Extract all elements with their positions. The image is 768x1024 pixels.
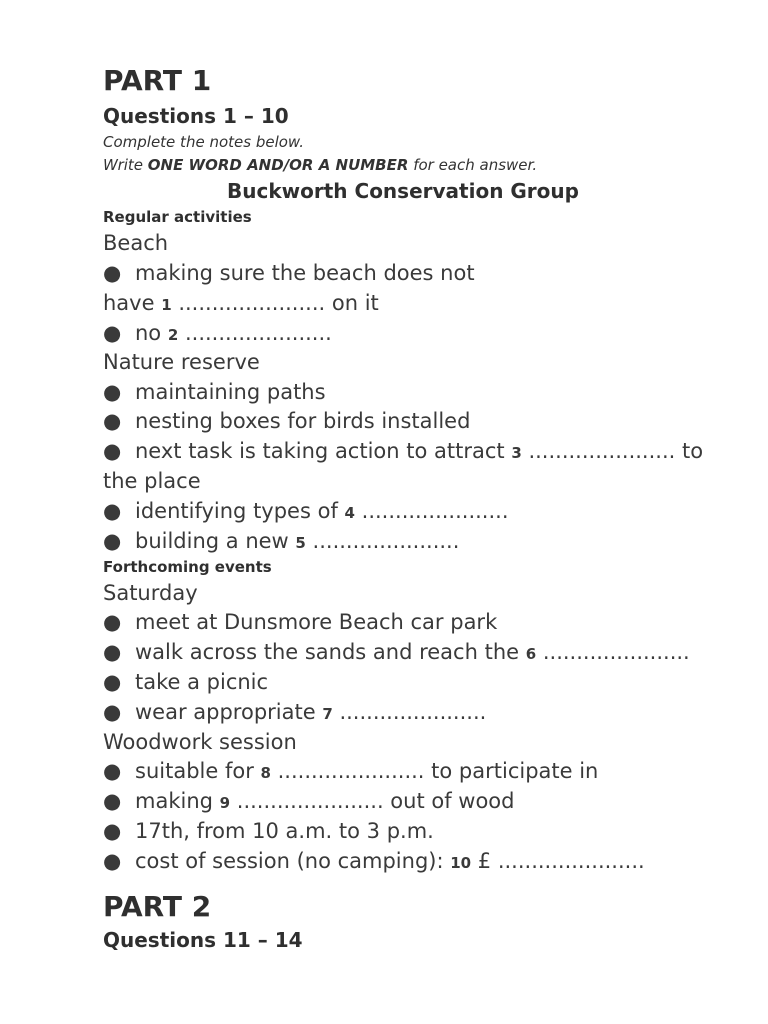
list-item-text: no xyxy=(135,321,168,345)
list-item-continuation: the place xyxy=(103,469,201,493)
bullet-icon: ● xyxy=(103,789,122,813)
question-number-2: 2 xyxy=(167,326,179,344)
question-number-9: 9 xyxy=(219,794,231,812)
questions-1-10-title: Questions 1 – 10 xyxy=(103,104,289,128)
questions-11-14-title: Questions 11 – 14 xyxy=(103,928,303,952)
regular-activities-heading: Regular activities xyxy=(103,208,252,226)
answer-blank-4[interactable]: ...................... xyxy=(361,499,509,523)
bullet-icon: ● xyxy=(103,380,122,404)
list-item-text: identifying types of xyxy=(135,499,345,523)
question-number-8: 8 xyxy=(260,764,271,782)
bullet-icon: ● xyxy=(103,321,122,345)
list-item xyxy=(103,787,515,817)
list-item-text: 17th, from 10 a.m. to 3 p.m. xyxy=(135,819,434,843)
list-item xyxy=(103,378,326,406)
list-item xyxy=(103,497,509,527)
bullet-icon: ● xyxy=(103,409,122,433)
instruction-write-post: for each answer. xyxy=(408,156,538,174)
woodwork-session-heading: Woodwork session xyxy=(103,730,297,754)
question-number-3: 3 xyxy=(511,444,522,462)
bullet-icon: ● xyxy=(103,610,122,634)
answer-blank-8[interactable]: ...................... xyxy=(277,759,425,783)
list-item-text: have xyxy=(103,291,162,315)
answer-blank-3[interactable]: ...................... xyxy=(528,439,676,463)
bullet-icon: ● xyxy=(103,261,122,285)
list-item xyxy=(103,698,486,728)
list-item-text: meet at Dunsmore Beach car park xyxy=(135,610,498,634)
part-2-title: PART 2 xyxy=(103,890,212,923)
list-item xyxy=(103,668,268,696)
question-number-7: 7 xyxy=(322,705,333,723)
list-item-text: walk across the sands and reach the xyxy=(135,640,526,664)
answer-blank-10[interactable]: ...................... xyxy=(497,849,645,873)
question-number-4: 4 xyxy=(344,504,355,522)
list-item xyxy=(103,527,459,557)
list-item xyxy=(103,437,703,467)
answer-blank-9[interactable]: ...................... xyxy=(236,789,384,813)
list-item-text: maintaining paths xyxy=(135,380,326,404)
saturday-heading: Saturday xyxy=(103,581,198,605)
list-item-text: suitable for xyxy=(135,759,261,783)
instruction-write xyxy=(103,155,537,175)
bullet-icon: ● xyxy=(103,819,122,843)
instruction-write-pre: Write xyxy=(103,156,148,174)
list-item xyxy=(103,817,434,845)
nature-reserve-heading: Nature reserve xyxy=(103,350,260,374)
list-item-text: nesting boxes for birds installed xyxy=(135,409,471,433)
answer-blank-6[interactable]: ...................... xyxy=(542,640,690,664)
forthcoming-events-heading: Forthcoming events xyxy=(103,558,272,576)
list-item-text: making sure the beach does not xyxy=(135,261,475,285)
list-item-text: to participate in xyxy=(424,759,599,783)
list-item xyxy=(103,407,470,435)
list-item-text: to xyxy=(675,439,704,463)
list-item-text: £ xyxy=(471,849,498,873)
answer-blank-1[interactable]: ...................... xyxy=(178,291,326,315)
list-item-text: cost of session (no camping): xyxy=(135,849,451,873)
list-item xyxy=(103,259,475,287)
answer-blank-7[interactable]: ...................... xyxy=(339,700,487,724)
list-item-text: wear appropriate xyxy=(135,700,323,724)
bullet-icon: ● xyxy=(103,529,122,553)
bullet-icon: ● xyxy=(103,759,122,783)
bullet-icon: ● xyxy=(103,439,122,463)
list-item xyxy=(103,638,690,668)
list-item-text: out of wood xyxy=(383,789,515,813)
bullet-icon: ● xyxy=(103,670,122,694)
list-item-text: making xyxy=(135,789,220,813)
list-item-text: next task is taking action to attract xyxy=(135,439,512,463)
question-number-6: 6 xyxy=(525,645,537,663)
answer-blank-2[interactable]: ...................... xyxy=(184,321,332,345)
instruction-complete-notes: Complete the notes below. xyxy=(103,133,304,151)
list-item xyxy=(103,319,332,349)
question-number-5: 5 xyxy=(295,534,306,552)
bullet-icon: ● xyxy=(103,849,122,873)
bullet-icon: ● xyxy=(103,640,122,664)
notes-heading: Buckworth Conservation Group xyxy=(227,179,579,203)
answer-blank-5[interactable]: ...................... xyxy=(312,529,460,553)
list-item xyxy=(103,608,497,636)
question-number-1: 1 xyxy=(161,296,172,314)
list-item-text: take a picnic xyxy=(135,670,269,694)
bullet-icon: ● xyxy=(103,499,122,523)
list-item-text: building a new xyxy=(135,529,296,553)
list-item xyxy=(103,847,645,877)
list-item-text: on it xyxy=(325,291,379,315)
bullet-icon: ● xyxy=(103,700,122,724)
question-number-10: 10 xyxy=(450,854,472,872)
part-1-title: PART 1 xyxy=(103,64,212,97)
list-item xyxy=(103,757,598,787)
list-item-continuation xyxy=(103,289,379,319)
beach-heading: Beach xyxy=(103,231,169,255)
instruction-word-limit: ONE WORD AND/OR A NUMBER xyxy=(147,156,409,174)
